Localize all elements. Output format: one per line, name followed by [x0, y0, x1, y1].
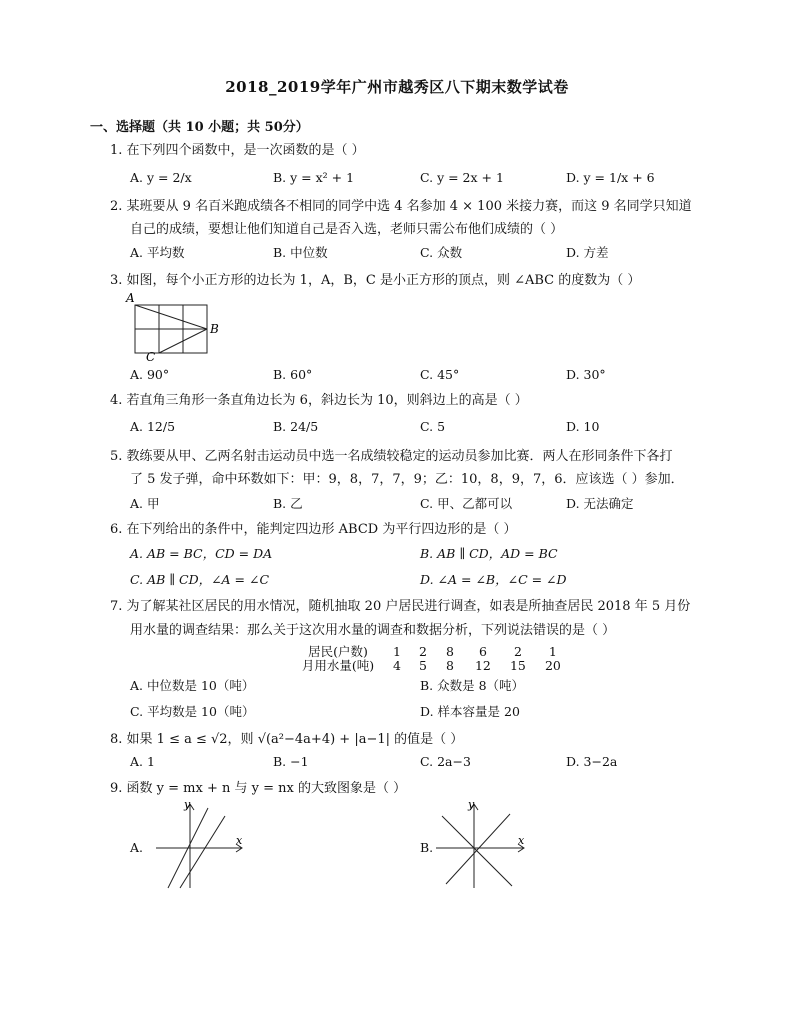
table-cell: 15 [509, 658, 526, 673]
q3-option-a: A. 90° [130, 367, 170, 382]
section-heading: 一、选择题（共 10 小题；共 50分） [90, 120, 309, 135]
q4-option-b: B. 24/5 [273, 419, 319, 434]
q1-option-a: A. y = 2/x [130, 170, 192, 185]
question-7-stem: 7. 为了解某社区居民的用水情况，随机抽取 20 户居民进行调查，如表是所抽查居民 2018 年 5 月份 [110, 599, 691, 614]
question-7-stem-cont: 用水量的调查结果：那么关于这次用水量的调查和数据分析，下列说法错误的是（ ） [130, 623, 616, 638]
table-cell: 2 [418, 644, 427, 659]
q2-option-d: D. 方差 [566, 245, 609, 260]
graph-b [432, 796, 532, 891]
q6-option-a: A. AB = BC，CD = DA [130, 546, 273, 561]
q9-option-a: A. [130, 840, 144, 855]
q8-option-c: C. 2a−3 [420, 754, 471, 769]
q9-option-b: B. [420, 840, 434, 855]
table-cell: 1 [393, 644, 401, 659]
question-8-stem: 8. 如果 1 ≤ a ≤ √2，则 √(a²−4a+4) + |a−1| 的值是（ ） [110, 732, 464, 747]
table-cell: 月用水量(吨) [301, 658, 375, 673]
table-cell: 2 [513, 644, 522, 659]
q8-option-d: D. 3−2a [566, 754, 618, 769]
q5-option-a: A. 甲 [130, 496, 160, 511]
figure-label-a: A [126, 291, 135, 305]
table-cell: 6 [478, 644, 487, 659]
q7-option-a: A. 中位数是 10（吨） [130, 678, 255, 693]
table-cell: 12 [474, 658, 491, 673]
q1-option-c: C. y = 2x + 1 [420, 170, 504, 185]
table-cell: 8 [445, 644, 454, 659]
graph-b-y-label: y [468, 798, 475, 811]
question-5-stem: 5. 教练要从甲、乙两名射击运动员中选一名成绩较稳定的运动员参加比赛．两人在形同条件下各打 [110, 449, 673, 464]
question-3-stem: 3. 如图，每个小正方形的边长为 1，A，B，C 是小正方形的顶点，则 ∠ABC 的度数为（ ） [110, 273, 641, 288]
question-4-stem: 4. 若直角三角形一条直角边长为 6，斜边长为 10，则斜边上的高是（ ） [110, 393, 528, 408]
q1-option-d: D. y = 1/x + 6 [566, 170, 655, 185]
table-cell: 5 [418, 658, 427, 673]
figure-label-b: B [210, 322, 219, 336]
question-1-stem: 1. 在下列四个函数中，是一次函数的是（ ） [110, 143, 365, 158]
q6-option-c: C. AB ∥ CD，∠A = ∠C [130, 572, 270, 587]
table-cell: 1 [548, 644, 557, 659]
page-title: 2018_2019学年广州市越秀区八下期末数学试卷 [225, 78, 569, 96]
q4-option-d: D. 10 [566, 419, 600, 434]
q6-option-b: B. AB ∥ CD，AD = BC [420, 546, 558, 561]
graph-a-y-label: y [184, 798, 191, 811]
water-table-row-usage [295, 656, 569, 674]
q2-option-c: C. 众数 [420, 245, 463, 260]
q1-option-b: B. y = x² + 1 [273, 170, 355, 185]
table-cell: 20 [544, 658, 561, 673]
question-9-stem: 9. 函数 y = mx + n 与 y = nx 的大致图象是（ ） [110, 781, 407, 796]
q2-option-b: B. 中位数 [273, 245, 328, 260]
q4-option-a: A. 12/5 [130, 419, 176, 434]
q5-option-d: D. 无法确定 [566, 496, 634, 511]
figure-label-c: C [146, 350, 156, 362]
q5-option-b: B. 乙 [273, 496, 303, 511]
graph-b-x-label: x [518, 834, 525, 847]
question-5-stem-cont: 了 5 发子弹，命中环数如下：甲：9，8，7，7，9；乙：10，8，9，7，6．应该选（ ）参加． [130, 472, 684, 487]
question-2-stem-cont: 自己的成绩，要想让他们知道自己是否入选，老师只需公布他们成绩的（ ） [130, 222, 564, 237]
q2-option-a: A. 平均数 [130, 245, 185, 260]
table-cell: 居民(户数) [308, 644, 368, 659]
grid-figure [120, 290, 230, 362]
q8-option-b: B. −1 [273, 754, 309, 769]
table-cell: 4 [393, 658, 401, 673]
q7-option-c: C. 平均数是 10（吨） [130, 704, 255, 719]
q8-option-a: A. 1 [130, 754, 155, 769]
q7-option-b: B. 众数是 8（吨） [420, 678, 525, 693]
q3-option-d: D. 30° [566, 367, 606, 382]
table-cell: 8 [445, 658, 454, 673]
graph-a [150, 796, 250, 891]
q4-option-c: C. 5 [420, 419, 446, 434]
question-2-stem: 2. 某班要从 9 名百米跑成绩各不相同的同学中选 4 名参加 4 × 100 米接力赛，而这 9 名同学只知道 [110, 199, 692, 214]
q6-option-d: D. ∠A = ∠B，∠C = ∠D [420, 572, 567, 587]
q7-option-d: D. 样本容量是 20 [420, 704, 520, 719]
question-6-stem: 6. 在下列给出的条件中，能判定四边形 ABCD 为平行四边形的是（ ） [110, 522, 517, 537]
q3-option-c: C. 45° [420, 367, 460, 382]
q3-option-b: B. 60° [273, 367, 313, 382]
q5-option-c: C. 甲、乙都可以 [420, 496, 513, 511]
graph-a-x-label: x [236, 834, 243, 847]
